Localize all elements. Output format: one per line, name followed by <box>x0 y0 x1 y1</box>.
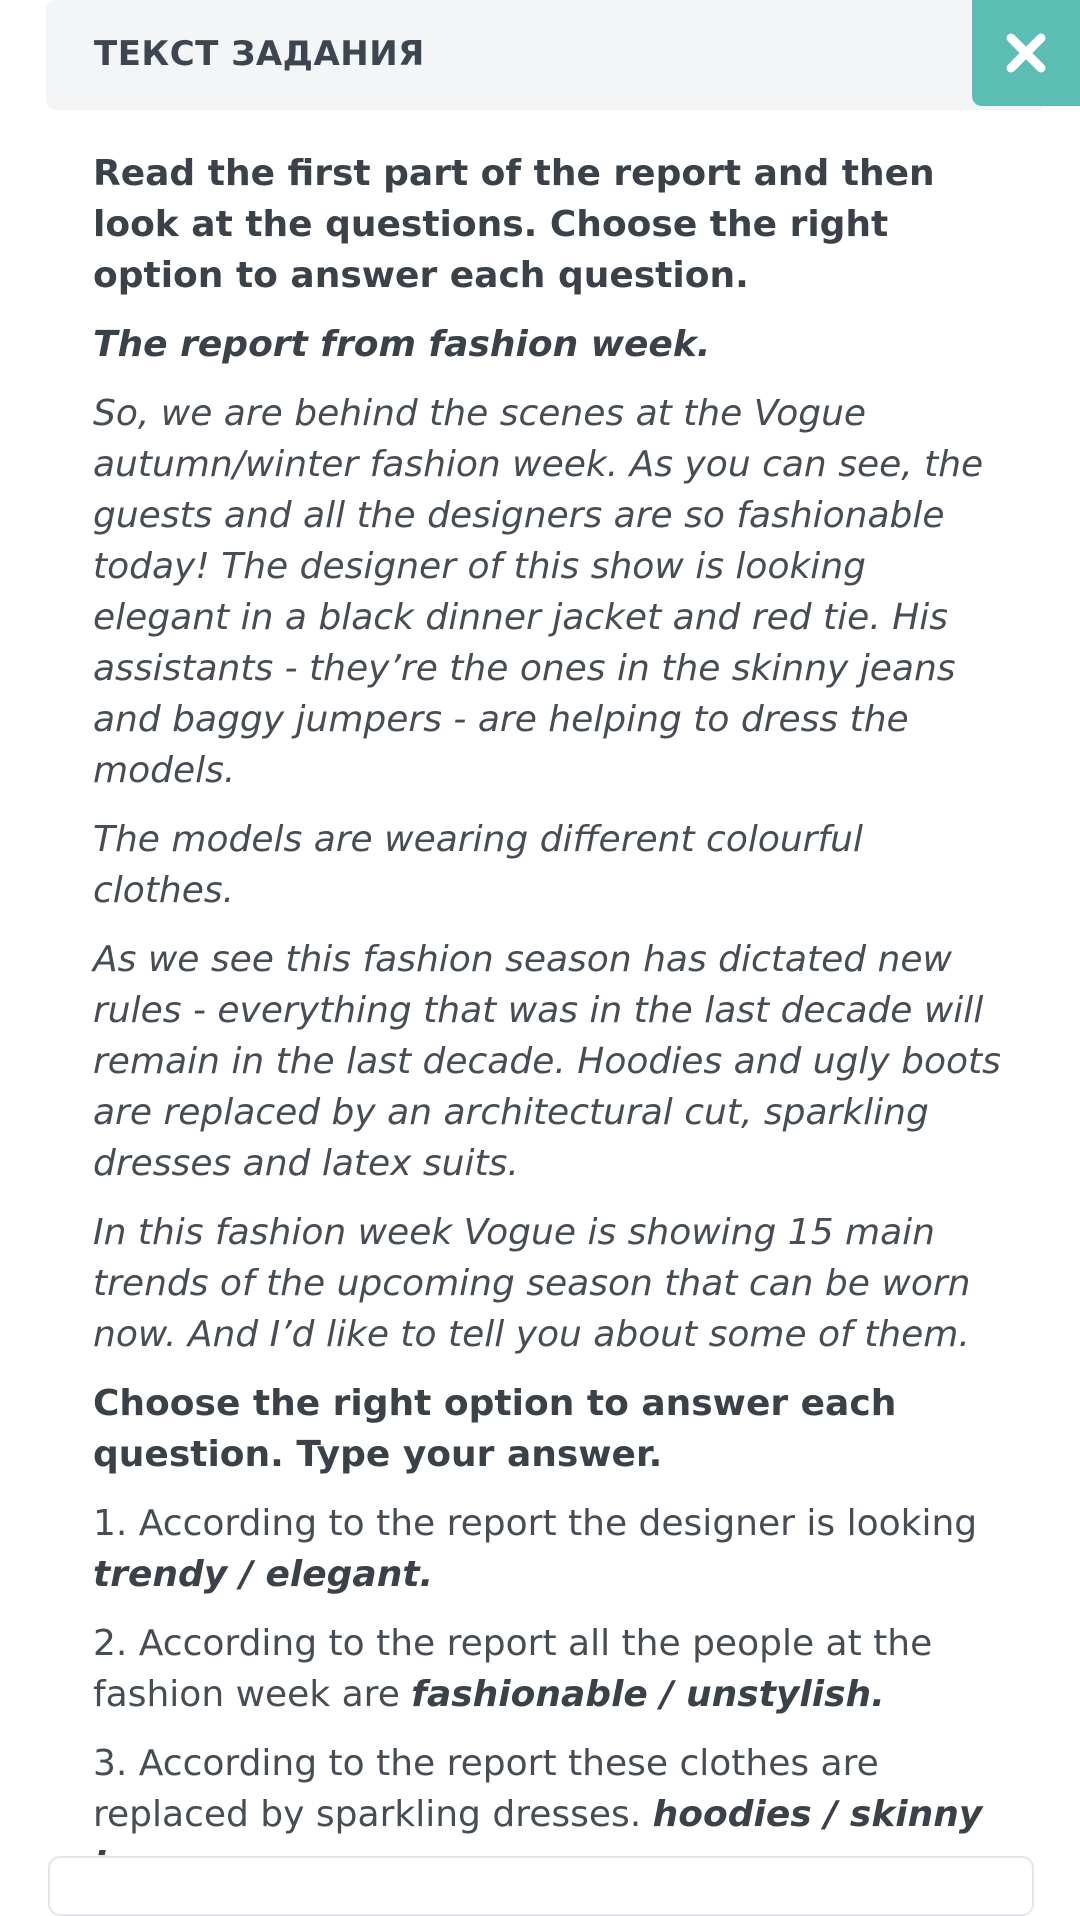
task-heading: Choose the right option to answer each question. Type your answer. <box>93 1383 897 1475</box>
task-text <box>93 148 1003 1909</box>
answer-options: trendy / elegant. <box>93 1554 434 1595</box>
instruction-text: Read the first part of the report and then look at the questions. Choose the right option to answer each question. <box>93 153 935 296</box>
report-title: The report from fashion week. <box>93 324 711 365</box>
question-2 <box>93 1618 1003 1720</box>
answer-options: fashionable / unstylish. <box>411 1674 885 1715</box>
answer-card <box>48 1856 1034 1916</box>
report-paragraph: As we see this fashion season has dictated new rules - everything that was in the last decade will remain in the last decade. Hoodies and ugly boots are replaced by an architectural cut, sparkling dresses and latex suits. <box>93 939 1001 1184</box>
question-1 <box>93 1498 1003 1600</box>
question-text: 2. According to the report all the people at the fashion week are <box>93 1623 933 1715</box>
report-paragraph: The models are wearing different colourful clothes. <box>93 819 863 911</box>
question-text: 3. According to the report these clothes are replaced by sparkling dresses. <box>93 1743 879 1835</box>
answer-options: hoodies / skinny <box>652 1794 983 1835</box>
header-title: ТЕКСТ ЗАДАНИЯ <box>94 34 425 74</box>
close-icon <box>1004 31 1048 75</box>
task-header <box>46 0 1046 110</box>
report-paragraph: So, we are behind the scenes at the Vogue autumn/winter fashion week. As you can see, the guests and all the designers are so fashionable today! The designer of this show is looking elegant in a black dinner jacket and red tie. His assistants - they’re the ones in the skinny jeans and baggy jumpers - are helping to dress the models. <box>93 393 984 791</box>
report-paragraph: In this fashion week Vogue is showing 15 main trends of the upcoming season that can be worn now. And I’d like to tell you about some of them. <box>93 1212 971 1355</box>
close-button[interactable] <box>972 0 1080 106</box>
question-text: 1. According to the report the designer is looking <box>93 1503 978 1544</box>
